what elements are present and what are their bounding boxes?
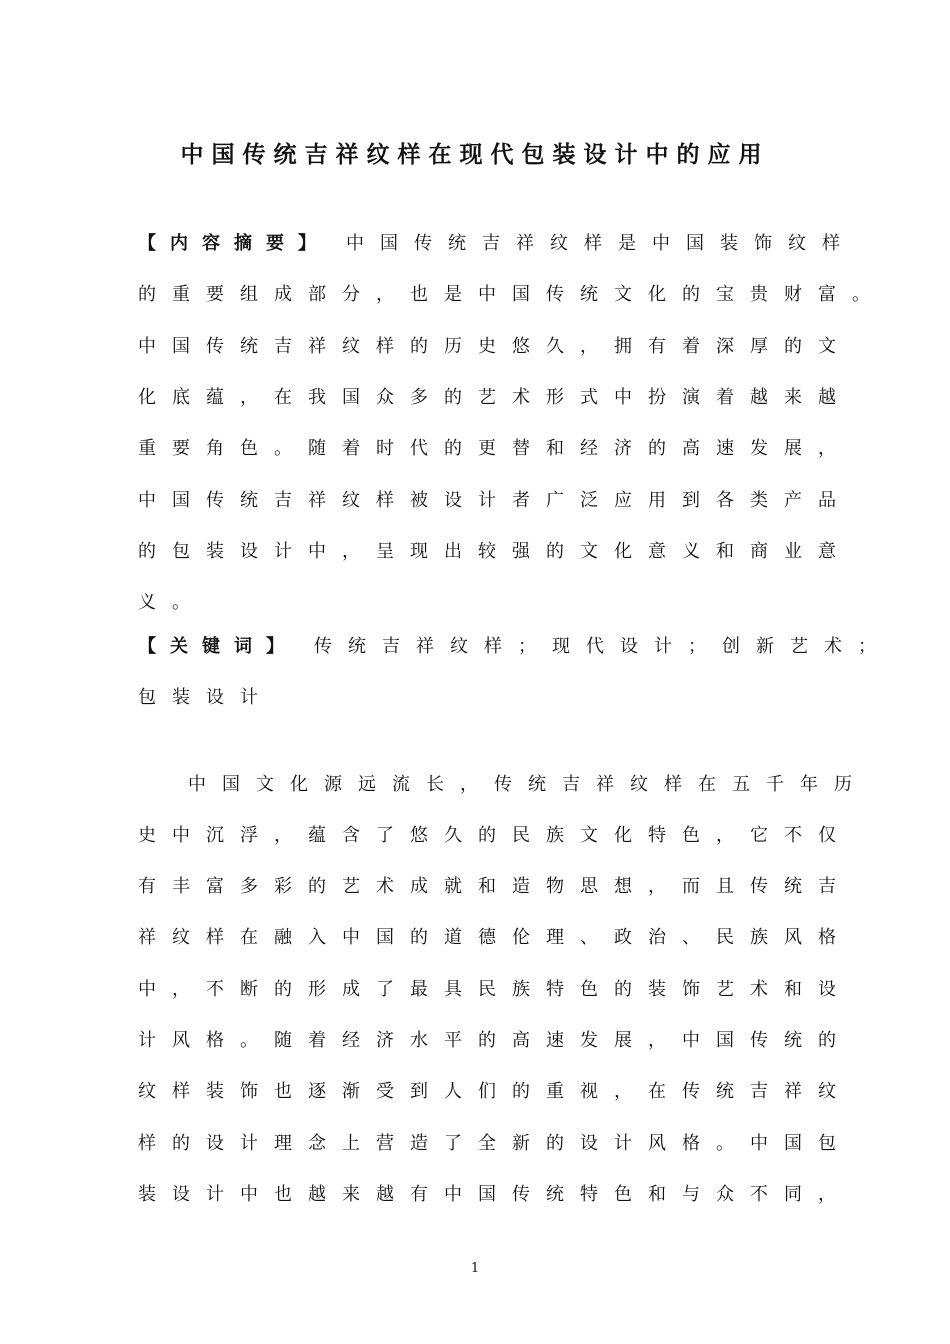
abstract-label: 【内容摘要】 xyxy=(138,233,330,254)
document-title: 中国传统吉祥纹样在现代包装设计中的应用 xyxy=(180,141,770,168)
abstract-line: 的重要组成部分，也是中国传统文化的宝贵财富。 xyxy=(138,284,886,305)
abstract-line: 重要角色。随着时代的更替和经济的高速发展， xyxy=(138,438,852,459)
keywords-text: 传统吉祥纹样；现代设计；创新艺术； xyxy=(314,636,892,657)
abstract-line: 中国传统吉祥纹样是中国装饰纹样 xyxy=(346,233,856,254)
body-line: 有丰富多彩的艺术成就和造物思想，而且传统吉 xyxy=(138,876,852,897)
body-line: 装设计中也越来越有中国传统特色和与众不同， xyxy=(138,1184,852,1205)
abstract-line: 中国传统吉祥纹样被设计者广泛应用到各类产品 xyxy=(138,490,852,511)
body-line: 计风格。随着经济水平的高速发展，中国传统的 xyxy=(138,1030,852,1051)
abstract-line: 的包装设计中，呈现出较强的文化意义和商业意 xyxy=(138,541,852,562)
body-line: 中国文化源远流长，传统吉祥纹样在五千年历 xyxy=(188,774,868,795)
body-line: 祥纹样在融入中国的道德伦理、政治、民族风格 xyxy=(138,927,852,948)
abstract-line: 义。 xyxy=(138,592,206,613)
keywords-line xyxy=(138,630,892,664)
body-line: 史中沉浮，蕴含了悠久的民族文化特色，它不仅 xyxy=(138,825,852,846)
body-line: 样的设计理念上营造了全新的设计风格。中国包 xyxy=(138,1133,852,1154)
abstract-first-line xyxy=(138,227,858,261)
body-line: 中，不断的形成了最具民族特色的装饰艺术和设 xyxy=(138,979,852,1000)
keywords-label: 【关键词】 xyxy=(138,636,298,657)
keywords-continuation: 包装设计 xyxy=(138,687,274,708)
page-number: 1 xyxy=(470,1261,480,1276)
abstract-line: 中国传统吉祥纹样的历史悠久，拥有着深厚的文 xyxy=(138,336,852,357)
body-line: 纹样装饰也逐渐受到人们的重视，在传统吉祥纹 xyxy=(138,1081,852,1102)
abstract-line: 化底蕴，在我国众多的艺术形式中扮演着越来越 xyxy=(138,387,852,408)
